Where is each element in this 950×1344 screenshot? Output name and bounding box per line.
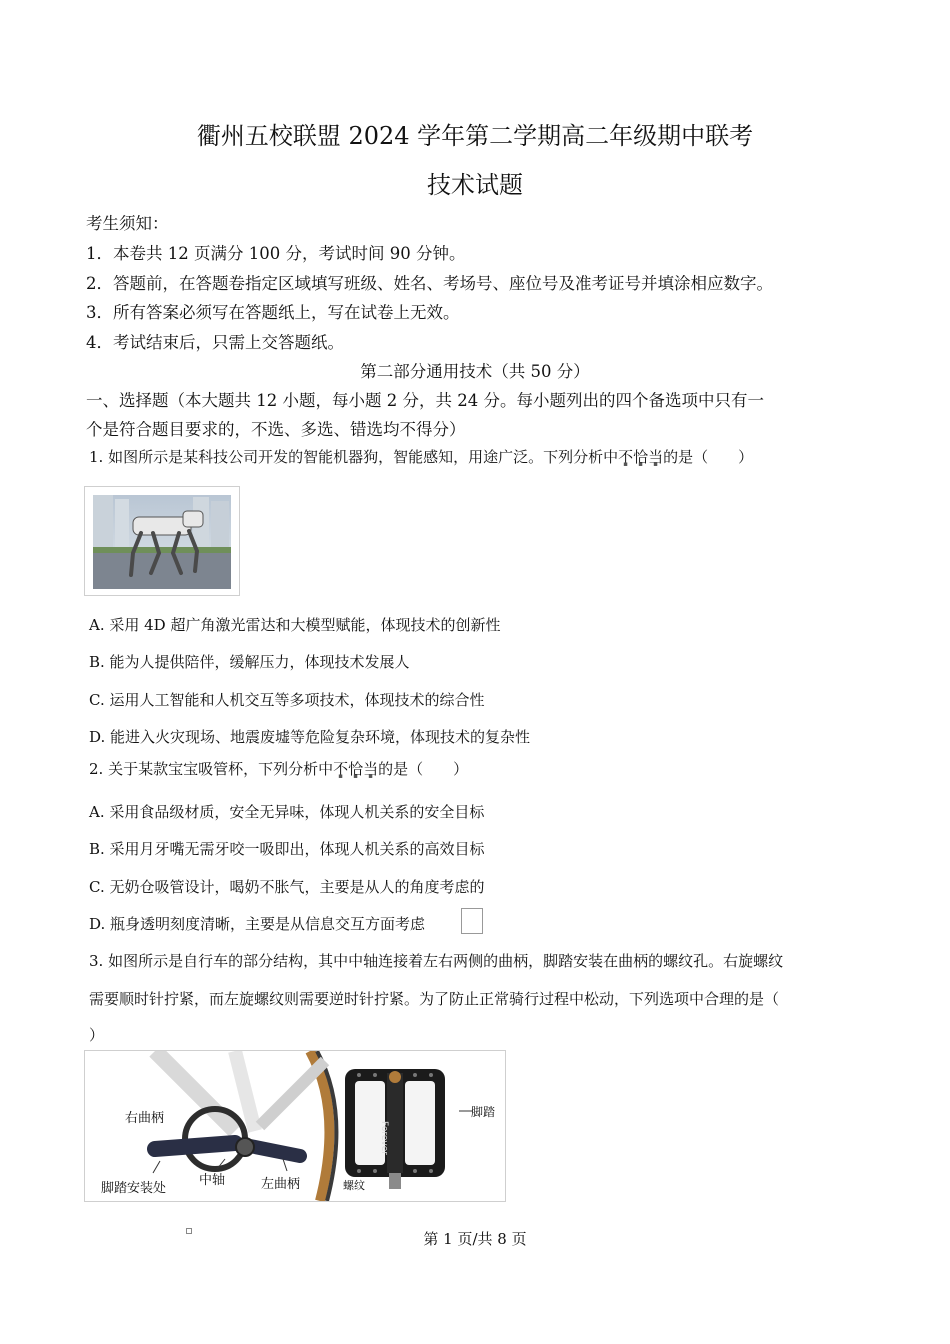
q3-stem-line2: 需要顺时针拧紧，而左旋螺纹则需要逆时针拧紧。为了防止正常骑行过程中松动，下列选项中合理的是（ [89,990,780,1008]
q1-option-c: C. 运用人工智能和人机交互等多项技术，体现技术的综合性 [89,691,485,709]
q2-stem-pre: 2. 关于某款宝宝吸管杯，下列分析中 [89,760,334,778]
q2-option-d: D. 瓶身透明刻度清晰，主要是从信息交互方面考虑 [89,915,426,933]
section-title: 第二部分通用技术（共 50 分） [360,362,590,381]
q2-emph-2: 恰 ▪ [348,758,363,779]
subject-title: 技术试题 [427,171,523,199]
page-title: 衢州五校联盟 2024 学年第二学期高二年级期中联考 [196,122,754,150]
answer-box [461,908,483,934]
part-heading-line1: 一、选择题（本大题共 12 小题，每小题 2 分，共 24 分。每小题列出的四个备选项中只有一 [86,391,764,410]
q1-stem [89,446,753,467]
q1-emph-3: 当 ▪ [648,446,663,467]
robot-dog-image [85,487,239,595]
q1-option-b: B. 能为人提供陪伴，缓解压力，体现技术发展人 [89,653,410,671]
q1-emph-1: 不 ▪ [618,446,633,467]
q2-option-c: C. 无奶仓吸管设计，喝奶不胀气，主要是从人的角度考虑的 [89,878,485,896]
q1-stem-post: 的是（ ） [663,448,754,466]
notice-item-4: 4．考试结束后，只需上交答题纸。 [86,333,344,352]
q3-stem-line3: ） [89,1026,105,1044]
part-heading-line2: 个是符合题目要求的，不选、多选、错选均不得分） [86,420,466,439]
pedal-brand-logo: Forever [379,1121,389,1155]
label-left-crank: 左曲柄 [261,1177,301,1192]
label-right-crank: 右曲柄 [125,1111,165,1126]
notice-item-2: 2．答题前，在答题卷指定区域填写班级、姓名、考场号、座位号及准考证号并填涂相应数字。 [86,274,773,293]
q2-option-a: A. 采用食品级材质，安全无异味，体现人机关系的安全目标 [89,803,485,821]
bicycle-figure [84,1050,506,1202]
q2-stem [89,758,468,779]
q1-emph-2: 恰 ▪ [633,446,648,467]
label-pedal-mount: 脚踏安装处 [101,1181,167,1196]
q1-option-a: A. 采用 4D 超广角激光雷达和大模型赋能，体现技术的创新性 [89,616,501,634]
q2-emph-1: 不 ▪ [333,758,348,779]
q2-emph-3: 当 ▪ [363,758,378,779]
q2-stem-post: 的是（ ） [378,760,469,778]
notice-item-1: 1．本卷共 12 页满分 100 分，考试时间 90 分钟。 [86,244,466,263]
page-footer: 第 1 页/共 8 页 [423,1230,527,1248]
label-thread: 螺纹 [343,1179,365,1192]
label-axle: 中轴 [199,1173,226,1188]
q1-option-d: D. 能进入火灾现场、地震废墟等危险复杂环境，体现技术的复杂性 [89,728,531,746]
q1-stem-pre: 1. 如图所示是某科技公司开发的智能机器狗，智能感知，用途广泛。下列分析中 [89,448,619,466]
q3-stem-line1: 3. 如图所示是自行车的部分结构，其中中轴连接着左右两侧的曲柄，脚踏安装在曲柄的螺纹孔。右旋螺纹 [89,952,784,970]
label-pedal: 脚踏 [471,1105,496,1119]
notice-heading: 考生须知： [86,214,169,233]
q2-option-b: B. 采用月牙嘴无需牙咬一吸即出，体现人机关系的高效目标 [89,840,485,858]
robot-dog-figure [84,486,240,596]
notice-item-3: 3．所有答案必须写在答题纸上，写在试卷上无效。 [86,303,460,322]
